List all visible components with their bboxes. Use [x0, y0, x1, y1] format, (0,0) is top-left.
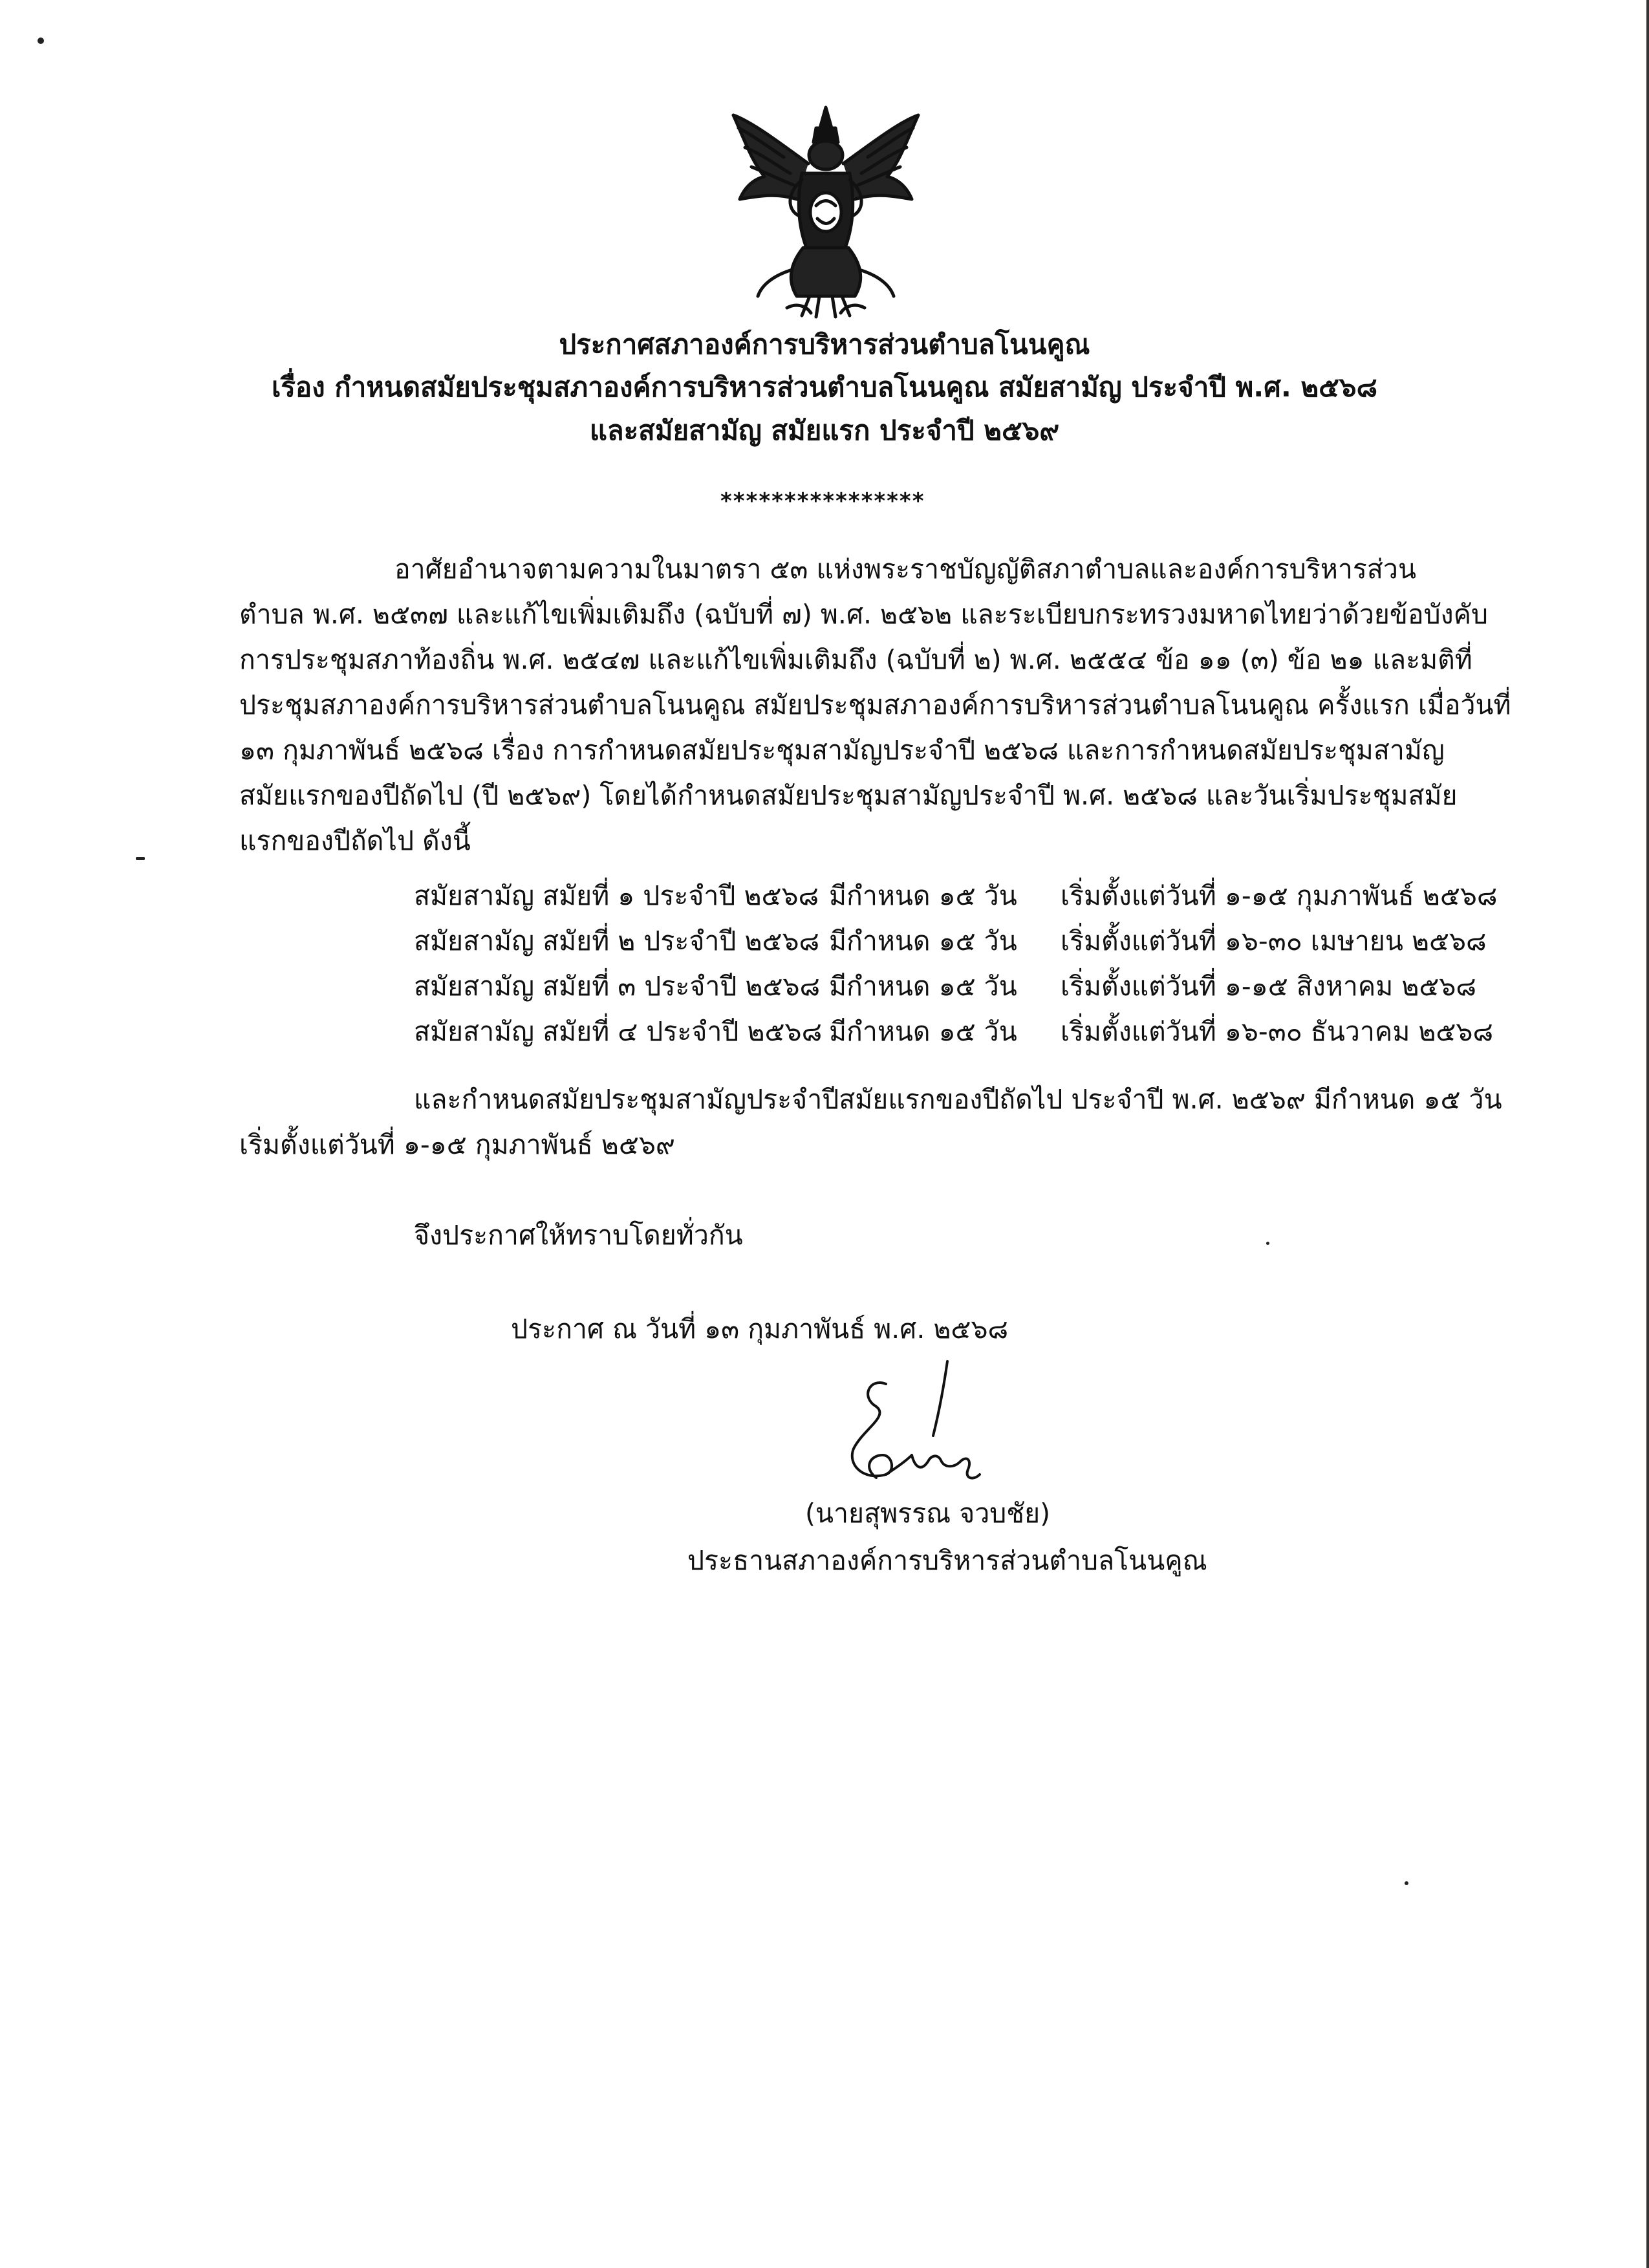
title-line-3: และสมัยสามัญ สมัยแรก ประจำปี ๒๕๖๙: [589, 415, 1060, 446]
garuda-emblem: [726, 102, 926, 322]
schedule-session: สมัยสามัญ สมัยที่ ๓ ประจำปี ๒๕๖๘: [414, 971, 821, 1002]
closing-line-2: เริ่มตั้งแต่วันที่ ๑-๑๕ กุมภาพันธ์ ๒๕๖๙: [239, 1129, 675, 1160]
body-line-1: อาศัยอำนาจตามความในมาตรา ๕๓ แห่งพระราชบัญญัติสภาตำบลและองค์การบริหารส่วน: [394, 554, 1416, 585]
schedule-dates: เริ่มตั้งแต่วันที่ ๑๖-๓๐ เมษายน ๒๕๖๘: [1061, 925, 1487, 956]
signer-position: ประธานสภาองค์การบริหารส่วนตำบลโนนคูณ: [687, 1545, 1207, 1576]
schedule-duration: มีกำหนด ๑๕ วัน: [829, 1016, 1017, 1047]
closing-line-1: และกำหนดสมัยประชุมสามัญประจำปีสมัยแรกของปีถัดไป ประจำปี พ.ศ. ๒๕๖๙ มีกำหนด ๑๕ วัน: [414, 1084, 1502, 1115]
date-line: ประกาศ ณ วันที่ ๑๓ กุมภาพันธ์ พ.ศ. ๒๕๖๘: [511, 1313, 1009, 1345]
body-line-7: แรกของปีถัดไป ดังนี้: [239, 825, 471, 856]
title-separator: ****************: [720, 488, 925, 514]
scan-speck: [1266, 1242, 1269, 1245]
body-line-5: ๑๓ กุมภาพันธ์ ๒๕๖๘ เรื่อง การกำหนดสมัยประชุมสามัญประจำปี ๒๕๖๘ และการกำหนดสมัยประชุมสามัญ: [239, 735, 1445, 766]
body-line-3: การประชุมสภาท้องถิ่น พ.ศ. ๒๕๔๗ และแก้ไขเพิ่มเติมถึง (ฉบับที่ ๒) พ.ศ. ๒๕๕๔ ข้อ ๑๑ (๓) ข้อ ๒๑ และมติที่: [239, 644, 1472, 675]
schedule-duration: มีกำหนด ๑๕ วัน: [829, 925, 1017, 956]
schedule-session: สมัยสามัญ สมัยที่ ๑ ประจำปี ๒๕๖๘: [414, 880, 819, 911]
schedule-dates: เริ่มตั้งแต่วันที่ ๑-๑๕ กุมภาพันธ์ ๒๕๖๘: [1061, 880, 1498, 911]
schedule-duration: มีกำหนด ๑๕ วัน: [829, 880, 1017, 911]
schedule-session: สมัยสามัญ สมัยที่ ๔ ประจำปี ๒๕๖๘: [414, 1016, 823, 1047]
body-line-2: ตำบล พ.ศ. ๒๕๓๗ และแก้ไขเพิ่มเติมถึง (ฉบับที่ ๗) พ.ศ. ๒๕๖๒ และระเบียบกระทรวงมหาดไทยว่าด้วยข้อบังคับ: [239, 599, 1489, 630]
scan-speck: [136, 857, 145, 860]
schedule-duration: มีกำหนด ๑๕ วัน: [829, 971, 1017, 1002]
body-line-4: ประชุมสภาองค์การบริหารส่วนตำบลโนนคูณ สมัยประชุมสภาองค์การบริหารส่วนตำบลโนนคูณ ครั้งแรก เมื่อวันที่: [239, 689, 1511, 720]
schedule-dates: เริ่มตั้งแต่วันที่ ๑-๑๕ สิงหาคม ๒๕๖๘: [1061, 971, 1477, 1002]
signature: [824, 1358, 993, 1500]
title-line-1: ประกาศสภาองค์การบริหารส่วนตำบลโนนคูณ: [559, 329, 1090, 360]
scan-edge-line: [1646, 0, 1649, 2268]
title-line-2: เรื่อง กำหนดสมัยประชุมสภาองค์การบริหารส่วนตำบลโนนคูณ สมัยสามัญ ประจำปี พ.ศ. ๒๕๖๘: [272, 371, 1377, 403]
announce-text: จึงประกาศให้ทราบโดยทั่วกัน: [414, 1220, 743, 1251]
body-line-6: สมัยแรกของปีถัดไป (ปี ๒๕๖๙) โดยได้กำหนดสมัยประชุมสามัญประจำปี พ.ศ. ๒๕๖๘ และวันเริ่มประชุมสมัย: [239, 780, 1458, 811]
scan-speck: [38, 38, 44, 44]
scan-speck: [1405, 1881, 1408, 1885]
schedule-dates: เริ่มตั้งแต่วันที่ ๑๖-๓๐ ธันวาคม ๒๕๖๘: [1061, 1016, 1494, 1047]
schedule-session: สมัยสามัญ สมัยที่ ๒ ประจำปี ๒๕๖๘: [414, 925, 820, 956]
signer-name: (นายสุพรรณ จวบชัย): [805, 1498, 1051, 1529]
